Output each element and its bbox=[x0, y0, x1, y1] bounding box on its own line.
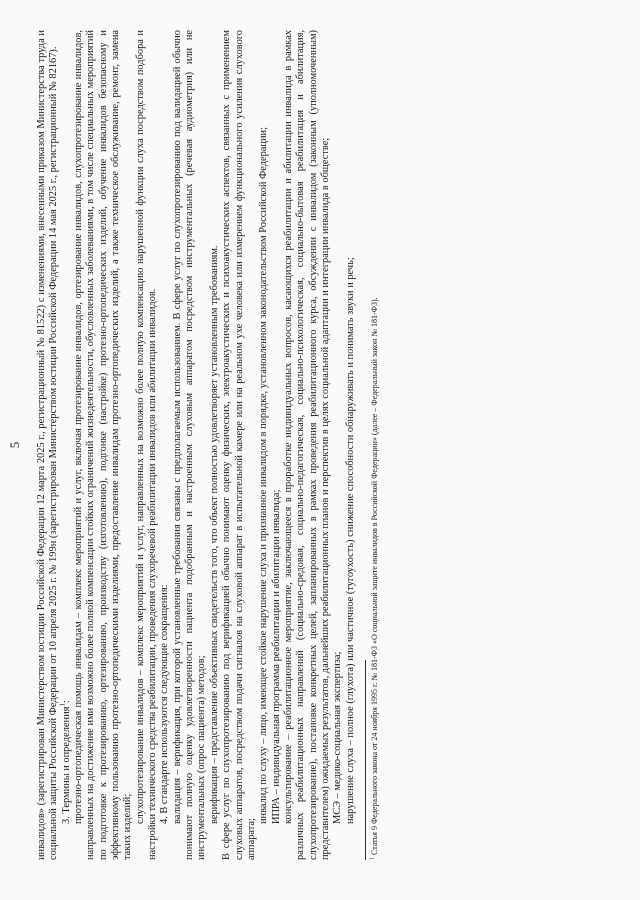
paragraph-order-reference: инвалидов» (зарегистрирован Министерством юстиции Российской Федерации 12 марта 2025 г., регистрационный № 81522) с изменениями, внесенными приказом Министерства труда и социальной защиты Российской Федерации от 10 апреля 2025 г. № 199н (зарегистрирован Министерством юстиции Российской Федерации 14 мая 2025 г., регистрационный № 82167). bbox=[36, 30, 60, 860]
section-heading-terms-text: 3. Термины и определения bbox=[60, 706, 72, 824]
section-heading-abbreviations: 4. В стандарте используются следующие сокращения: bbox=[159, 584, 171, 824]
paragraph-prosthetic-care: протезно-ортопедическая помощь инвалидам – комплекс мероприятий и услуг, включая протезирование инвалидов, ортезирование инвалидов, слухопротезирование инвалидов, направленных на достижение ими возможно более полной компенсации стойких ограничений жизнедеятельности, обусловленных заболеваниями, в том числе специальных мероприятий по подготовке к протезированию, ортезированию, производству (изготовлению), подгонке (настройке) протезно-ортопедических изделий, обучение инвалидов безопасному и эффективному пользованию протезно-ортопедическими изделиями, предоставление инвалидам протезно-ортопедических изделий, а также техническое обслуживание, ремонт, замена таких изделий; bbox=[73, 30, 134, 860]
paragraph-hearing-prosthetics: слухопротезирование инвалидов – комплекс мероприятий и услуг, направленных на возможно более полную компенсацию нарушенной функции слуха посредством подбора и настройки технического средства реабилитации, проведения слухоречевой реабилитации инвалидов или абилитации инвалидов. bbox=[134, 30, 159, 860]
footnote-marker: 1 bbox=[369, 857, 376, 860]
page-number: 5 bbox=[7, 441, 22, 449]
section-heading-terms: 3. Термины и определения$^1$: bbox=[58, 700, 72, 824]
paragraph-counseling: консультирование – реабилитационное мероприятие, заключающееся в проработке индивидуальных вопросов, касающихся реабилитации и абилитации инвалида в рамках различных реабилитационных направлений (социально-средовая, социально-педагогическая, социально-психологическая, социально-бытовая реабилитация и абилитация, слухопротезирование), постановке конкретных целей, запланированных в рамках проведения реабилитационного курса, обсуждении с инвалидом (законным (уполномоченным) представителем) ожидаемых результатов, дальнейших реабилитационных планов и перспектив в целях социальной адаптации и интеграции инвалида в обществе; bbox=[282, 30, 331, 860]
paragraph-validation: валидация – верификация, при которой установленные требования связаны с предполагаемым использованием. В сфере услуг по слухопротезированию под валидацией обычно понимают полную оценку удовлетворенности пациента подобранным и настроенным слуховым аппаратом посредством инструментальных (речевая аудиометрия) или не инструментальных (опрос пациента) методов; bbox=[171, 30, 208, 860]
footnote-separator bbox=[365, 660, 366, 860]
footnote bbox=[370, 30, 380, 860]
paragraph-verification: верификация – представление объективных свидетельств того, что объект полностью удовлетворяет установленным требованиям. bbox=[208, 245, 220, 824]
paragraph-hearing-disabled: инвалид по слуху – лицо, имеющее стойкое нарушение слуха и признанное инвалидом в порядке, установленном законодательством Российской Федерации; bbox=[258, 127, 270, 824]
paragraph-hearing-loss: нарушение слуха – полное (глухота) или частичное (тугоухость) снижение способности обнаруживать и понимать звуки и речь; bbox=[344, 257, 356, 824]
paragraph-mse: МСЭ – медико-социальная экспертиза; bbox=[332, 651, 344, 824]
footnote-ref: 1 bbox=[58, 703, 67, 707]
paragraph-ipra: ИПРА – индивидуальная программа реабилитации и абилитации инвалида; bbox=[270, 489, 282, 824]
document-body bbox=[36, 30, 357, 860]
paragraph-verification-scope: В сфере услуг по слухопротезированию под верификацией обычно понимают оценку физических, электроакустических и психоакустических аспектов, связанных с применением слуховых аппаратов, посредством подачи сигналов на слуховой аппарат в испытательной камере или на реальном ухе человека или измерением функционального усиления слухового аппарата; bbox=[221, 30, 257, 860]
footnote-text: Статья 9 Федерального закона от 24 ноября 1995 г. № 181-ФЗ «О социальной защите инвалидов в Российской Федерации» (далее – Федеральный закон № 181-ФЗ). bbox=[369, 297, 379, 855]
